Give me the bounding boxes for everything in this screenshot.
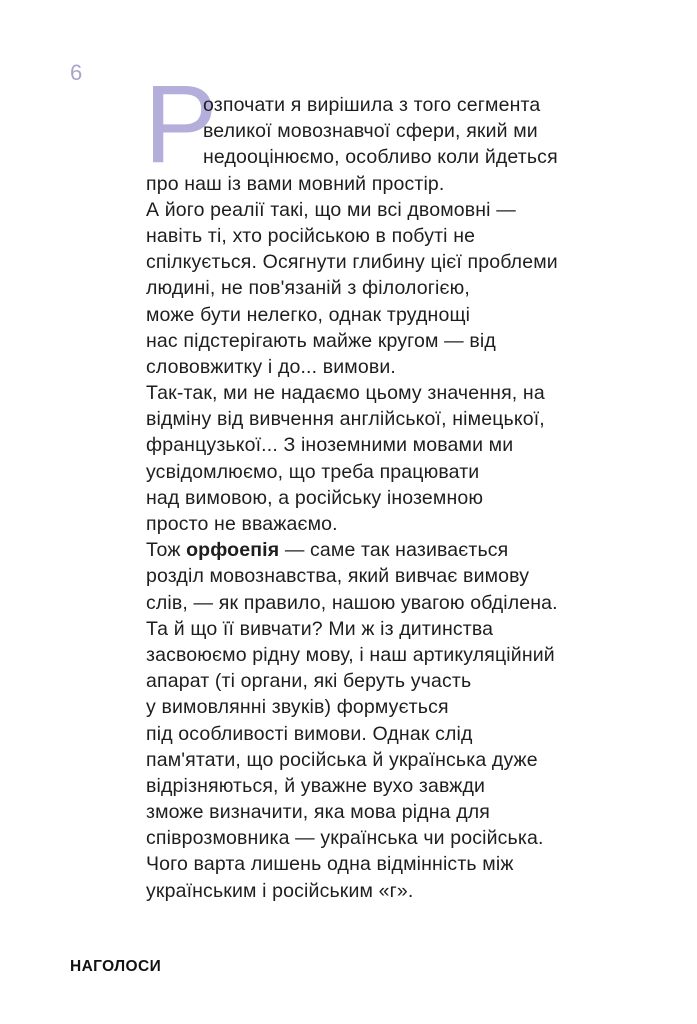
text-line: людині, не пов'язаній з філологією,: [146, 277, 470, 300]
text-line: Чого варта лишень одна відмінність між: [146, 853, 514, 876]
drop-cap-letter: Р: [144, 63, 218, 186]
text-line: українським і російським «г».: [146, 879, 414, 902]
text-line: слів, — як правило, нашою увагою обділена.: [146, 591, 558, 614]
text-line: під особливості вимови. Однак слід: [146, 722, 473, 745]
text-line: про наш із вами мовний простір.: [146, 172, 445, 195]
text-line: Так-так, ми не надаємо цьому значення, на: [146, 382, 545, 405]
text-line: засвоюємо рідну мову, і наш артикуляційний: [146, 643, 555, 666]
text-line: відміну від вивчення англійської, німецької,: [146, 408, 545, 431]
page-number: 6: [70, 60, 83, 85]
section-title-footer: НАГОЛОСИ: [70, 958, 162, 975]
text-line: у вимовлянні звуків) формується: [146, 696, 449, 719]
text-line: зможе визначити, яка мова рідна для: [146, 801, 490, 824]
text-line: А його реалії такі, що ми всі двомовні —: [146, 198, 516, 221]
text-line: навіть ті, хто російською в побуті не: [146, 224, 476, 247]
text-line: над вимовою, а російську іноземною: [146, 486, 484, 509]
text-line: великої мовознавчої сфери, який ми: [203, 120, 538, 143]
text-line: усвідомлюємо, що треба працювати: [146, 460, 480, 483]
text-fragment: — саме так називається: [279, 539, 509, 562]
bold-term-orthoepy: орфоепія: [186, 539, 280, 562]
text-line: пам'ятати, що російська й українська дуже: [146, 748, 538, 771]
text-line-with-term: [146, 537, 636, 563]
text-line: апарат (ті органи, які беруть участь: [146, 670, 472, 693]
article-body: [146, 92, 636, 904]
text-line: французької... З іноземними мовами ми: [146, 434, 514, 457]
text-line: озпочати я вирішила з того сегмента: [203, 94, 541, 116]
text-line: відрізняються, й уважне вухо завжди: [146, 774, 486, 797]
text-line: нас підстерігають майже кругом — від: [146, 329, 496, 352]
text-line: може бути нелегко, однак труднощі: [146, 303, 471, 326]
text-line: недооцінюємо, особливо коли йдеться: [203, 146, 558, 169]
text-line: слововжитку і до... вимови.: [146, 355, 396, 378]
text-line: просто не вважаємо.: [146, 513, 338, 535]
text-line: спілкується. Осягнути глибину цієї проблеми: [146, 251, 558, 274]
text-line: Та й що її вивчати? Ми ж із дитинства: [146, 617, 494, 640]
text-fragment: Тож: [146, 539, 187, 562]
text-line: співрозмовника — українська чи російська.: [146, 827, 544, 850]
text-line: розділ мовознавства, який вивчає вимову: [146, 565, 530, 588]
